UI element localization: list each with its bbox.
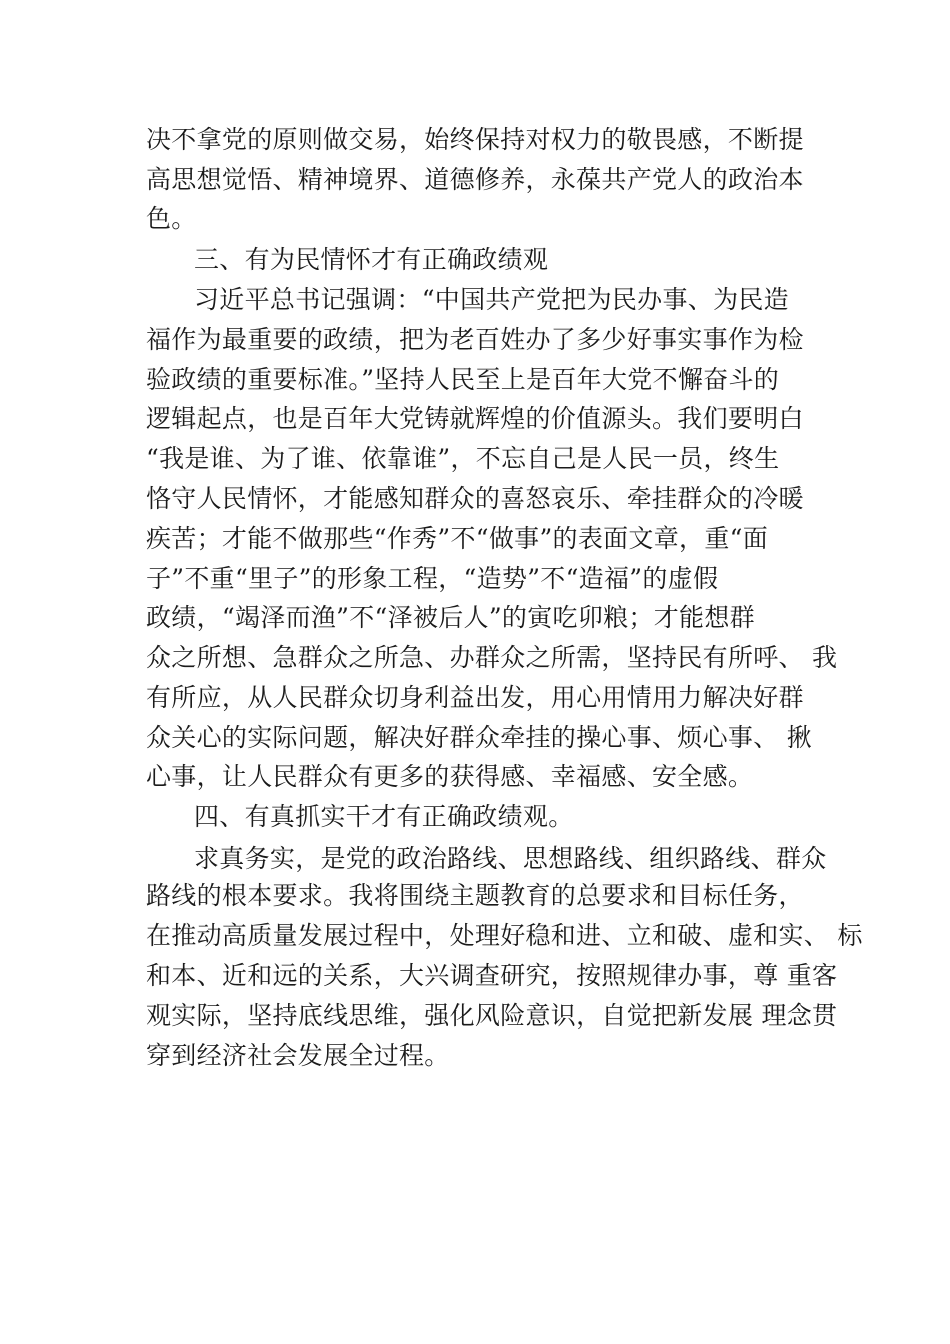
text-line: 恪守人民情怀，才能感知群众的喜怒哀乐、牵挂群众的冷暖 [146,484,804,513]
text-line: 穿到经济社会发展全过程。 [146,1041,450,1070]
text-line: 决不拿党的原则做交易，始终保持对权力的敬畏感，不断提 [146,125,804,154]
text-line: 求真务实，是党的政治路线、思想路线、组织路线、群众 [194,844,827,873]
text-line: 逻辑起点，也是百年大党铸就辉煌的价值源头。我们要明白 [146,404,804,433]
text-line: 观实际，坚持底线思维，强化风险意识，自觉把新发展 理念贯 [146,1001,838,1030]
text-line: 高思想觉悟、精神境界、道德修养，永葆共产党人的政治本 [146,165,804,194]
text-line: 在推动高质量发展过程中，处理好稳和进、立和破、虚和实、 标 [146,921,863,950]
text-line: 众之所想、急群众之所急、办群众之所需，坚持民有所呼、 我 [146,643,838,672]
text-line: 和本、近和远的关系，大兴调查研究，按照规律办事，尊 重客 [146,961,838,990]
text-line: 习近平总书记强调：“中国共产党把为民办事、为民造 [194,285,789,314]
text-line: 心事，让人民群众有更多的获得感、幸福感、安全感。 [146,762,754,791]
section-heading-3: 三、有为民情怀才有正确政绩观 [194,245,549,274]
text-line: 有所应，从人民群众切身利益出发，用心用情用力解决好群 [146,683,804,712]
text-line: “我是谁、为了谁、依靠谁”，不忘自己是人民一员，终生 [146,444,780,473]
text-line: 众关心的实际问题，解决好群众牵挂的操心事、烦心事、 揪 [146,723,813,752]
section-heading-4: 四、有真抓实干才有正确政绩观。 [194,802,574,831]
text-line: 色。 [146,204,197,233]
text-line: 福作为最重要的政绩，把为老百姓办了多少好事实事作为检 [146,325,804,354]
text-line: 疾苦；才能不做那些“作秀”不“做事”的表面文章，重“面 [146,524,769,553]
text-line: 政绩，“竭泽而渔”不“泽被后人”的寅吃卯粮；才能想群 [146,603,755,632]
text-line: 子”不重“里子”的形象工程，“造势”不“造福”的虚假 [146,564,719,593]
text-line: 路线的根本要求。我将围绕主题教育的总要求和目标任务， [146,881,804,910]
text-line: 验政绩的重要标准。”坚持人民至上是百年大党不懈奋斗的 [146,365,780,394]
